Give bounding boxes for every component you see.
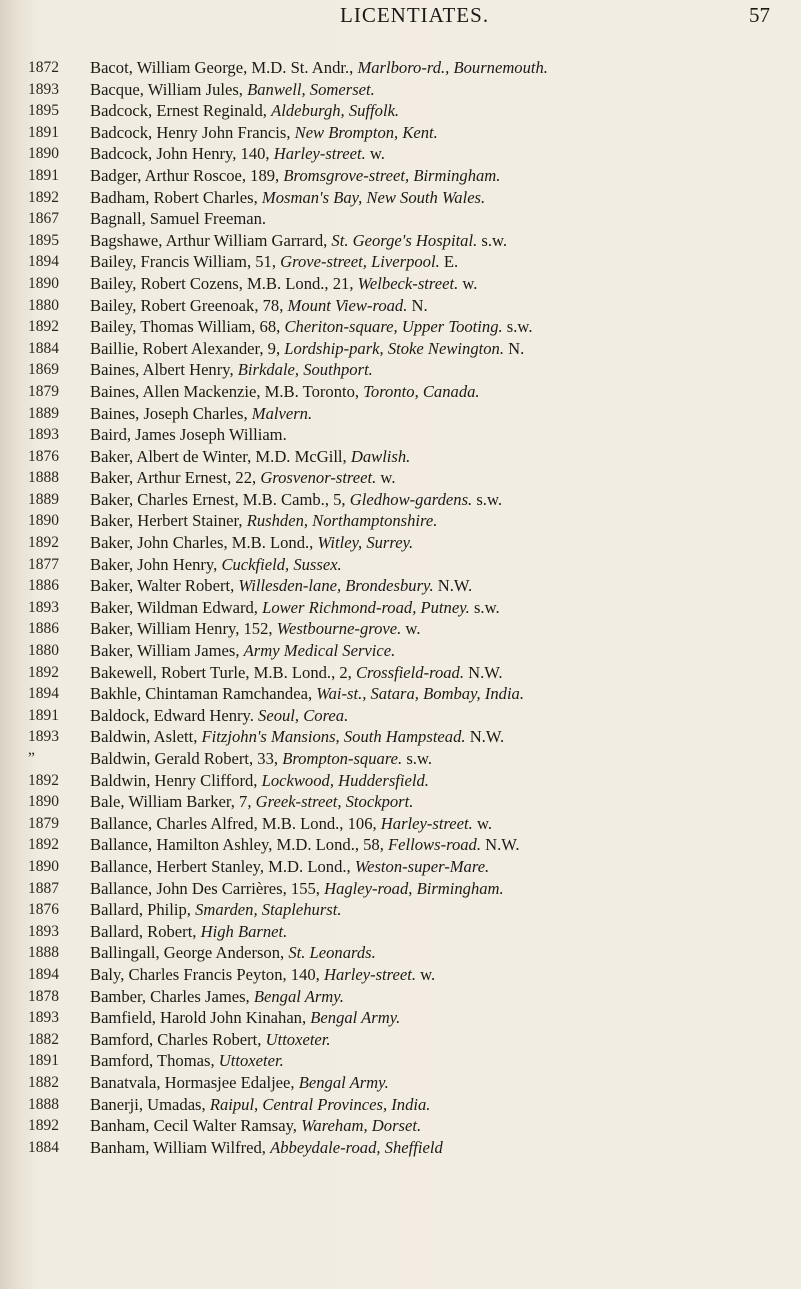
entry-year: 1895: [28, 231, 59, 249]
entry-name: Ballard, Philip,: [90, 900, 196, 920]
entry-year: 1892: [28, 663, 59, 681]
entry-line: [90, 986, 796, 1008]
entry-year: 1872: [28, 59, 59, 76]
entry-line: [90, 403, 796, 425]
entry-line: [90, 748, 796, 770]
entry-district: N.W.: [464, 662, 503, 682]
entry-address: Bromsgrove-street, Birmingham.: [283, 165, 501, 185]
entry-address: Fitzjohn's Mansions, South Hampstead.: [201, 727, 466, 747]
entry-address: Harley-street.: [323, 964, 416, 984]
entry-address: Lordship-park, Stoke Newington.: [284, 338, 504, 358]
entry-address: Smarden, Staplehurst.: [195, 900, 342, 920]
entry-name: Ballard, Robert,: [90, 921, 201, 941]
entry-year: 1886: [28, 620, 59, 638]
entry-year: 1893: [28, 426, 59, 444]
entry-line: [90, 834, 796, 856]
entry-address: Mount View-road.: [287, 295, 408, 315]
entry-name: Banham, Cecil Walter Ramsay,: [90, 1116, 302, 1136]
entry-line: [90, 467, 796, 489]
entry-address: Brompton-square.: [282, 749, 403, 768]
entry-year: 1892: [28, 188, 59, 206]
entry-line: [90, 856, 796, 878]
entry-address: Bengal Army.: [298, 1072, 389, 1092]
entry-district: w.: [376, 468, 396, 488]
entry-name: Baird, James Joseph William.: [90, 425, 287, 445]
entry-name: Baldwin, Aslett,: [90, 727, 202, 747]
entry-line: [90, 100, 796, 122]
entry-year: 1879: [28, 814, 59, 832]
entry-line: [90, 1137, 796, 1159]
entry-name: Baker, Charles Ernest, M.B. Camb., 5,: [90, 489, 350, 509]
entry-line: [90, 1115, 796, 1137]
entry-name: Baker, John Henry,: [90, 554, 222, 574]
entry-address: Grosvenor-street.: [260, 468, 377, 488]
entry-name: Bagnall, Samuel Freeman.: [90, 209, 267, 229]
entry-name: Baker, Albert de Winter, M.D. McGill,: [90, 446, 351, 466]
entry-line: [90, 489, 796, 511]
entry-year: 1879: [28, 382, 59, 400]
entry-address: Witley, Surrey.: [317, 533, 414, 553]
entry-address: Raipul, Central Provinces, India.: [209, 1094, 431, 1114]
entry-name: Bailey, Thomas William, 68,: [90, 317, 285, 337]
entry-line: [90, 878, 796, 900]
entry-address: Rushden, Northamptonshire.: [246, 511, 438, 531]
entry-line: [90, 532, 796, 554]
entry-line: [90, 273, 796, 295]
entry-address: Uttoxeter.: [265, 1029, 331, 1049]
entry-name: Badham, Robert Charles,: [90, 187, 262, 207]
entry-district: w.: [458, 273, 478, 293]
entry-name: Bamfield, Harold John Kinahan,: [90, 1008, 311, 1028]
entry-year: 1894: [28, 253, 59, 271]
entry-name: Baines, Joseph Charles,: [90, 403, 252, 423]
entry-line: [90, 705, 796, 727]
entry-line: [90, 510, 796, 532]
entry-line: [90, 446, 796, 468]
entry-year: 1892: [28, 534, 59, 552]
entry-address: Army Medical Service.: [243, 641, 396, 661]
entry-line: [90, 251, 796, 273]
entry-year: 1890: [28, 512, 59, 530]
entry-district: w.: [472, 813, 493, 833]
entry-year: 1891: [28, 706, 59, 724]
entry-name: Bailey, Robert Cozens, M.B. Lond., 21,: [90, 273, 358, 293]
entry-address: Willesden-lane, Brondesbury.: [238, 576, 434, 596]
entry-year: 1880: [28, 296, 59, 314]
entry-address: High Barnet.: [200, 921, 288, 941]
entry-line: [90, 770, 796, 792]
entry-district: N.W.: [480, 835, 520, 855]
entry-district: w.: [365, 144, 385, 164]
entry-district: s.w.: [502, 317, 533, 337]
entry-district: N.: [503, 338, 525, 358]
entry-name: Bakewell, Robert Turle, M.B. Lond., 2,: [90, 662, 356, 682]
entry-name: Bagshawe, Arthur William Garrard,: [90, 230, 332, 250]
entry-address: Wareham, Dorset.: [301, 1116, 422, 1136]
entry-year: 1895: [28, 102, 59, 120]
entry-line: [90, 230, 796, 252]
entry-line: [90, 338, 796, 360]
entry-line: [90, 143, 796, 165]
entry-year: 1886: [28, 577, 59, 595]
entry-name: Baker, Wildman Edward,: [90, 597, 263, 617]
entry-year: 1887: [28, 879, 59, 897]
entry-address: Aldeburgh, Suffolk.: [271, 101, 400, 121]
entry-address: Dawlish.: [350, 446, 411, 466]
entry-year: 1888: [28, 944, 59, 962]
entry-line: [90, 662, 796, 684]
entry-address: Uttoxeter.: [218, 1051, 284, 1071]
entry-line: [90, 1007, 796, 1029]
entry-address: Bengal Army.: [310, 1008, 401, 1028]
entry-address: Crossfield-road.: [355, 662, 464, 682]
entry-line: [90, 726, 796, 748]
entry-line: [90, 1029, 796, 1051]
entry-year: 1892: [28, 318, 59, 336]
entry-address: Grove-street, Liverpool.: [280, 252, 440, 272]
entry-line: [90, 122, 796, 144]
entry-line: [90, 899, 796, 921]
entry-year: 1882: [28, 1030, 59, 1048]
entry-district: N.W.: [465, 727, 505, 747]
entry-name: Baldwin, Henry Clifford,: [90, 770, 262, 790]
entry-address: Cuckfield, Sussex.: [221, 554, 342, 574]
entry-name: Baly, Charles Francis Peyton, 140,: [90, 964, 324, 984]
entry-year: 1893: [28, 922, 59, 940]
entry-name: Baker, William Henry, 152,: [90, 619, 277, 639]
entry-line: [90, 575, 796, 597]
entry-name: Baker, Herbert Stainer,: [90, 511, 247, 531]
entry-district: w.: [416, 964, 436, 984]
entry-year: 1884: [28, 1138, 59, 1156]
entry-name: Bacot, William George, M.D. St. Andr.,: [90, 58, 358, 77]
entry-district: s.w.: [402, 749, 432, 768]
entry-year: 1880: [28, 642, 59, 660]
entry-name: Badger, Arthur Roscoe, 189,: [90, 165, 284, 185]
entry-year: 1894: [28, 685, 59, 703]
entry-year: 1893: [28, 80, 59, 98]
entry-year: 1891: [28, 166, 59, 184]
entry-name: Banatvala, Hormasjee Edaljee,: [90, 1072, 299, 1092]
entry-year: 1893: [28, 728, 59, 746]
entry-address: St. George's Hospital.: [331, 230, 478, 250]
entry-year: 1890: [28, 145, 59, 163]
entry-name: Bailey, Francis William, 51,: [90, 252, 281, 272]
entry-district: w.: [401, 619, 421, 639]
entry-line: [90, 381, 796, 403]
entry-district: E.: [439, 252, 459, 272]
entry-line: [90, 165, 796, 187]
entry-line: [90, 683, 796, 705]
entry-line: [90, 921, 796, 943]
entry-year: 1890: [28, 274, 59, 292]
entry-year: 1893: [28, 1009, 59, 1027]
entry-address: Malvern.: [251, 403, 313, 423]
entry-line: [90, 791, 796, 813]
entry-address: Bengal Army.: [253, 986, 344, 1006]
entry-name: Baker, John Charles, M.B. Lond.,: [90, 533, 318, 553]
entry-name: Bale, William Barker, 7,: [90, 792, 256, 812]
entry-year: 1882: [28, 1073, 59, 1091]
entry-line: [90, 813, 796, 835]
entry-name: Ballance, Charles Alfred, M.B. Lond., 106,: [90, 813, 381, 833]
entry-address: Birkdale, Southport.: [237, 360, 373, 380]
entry-line: [90, 359, 796, 381]
entry-name: Banerji, Umadas,: [90, 1094, 210, 1114]
entry-name: Bakhle, Chintaman Ramchandea,: [90, 684, 317, 704]
entry-year: 1894: [28, 965, 59, 983]
entry-address: Banwell, Somerset.: [247, 79, 375, 99]
entry-address: Welbeck-street.: [357, 273, 459, 293]
entry-name: Baines, Albert Henry,: [90, 360, 238, 380]
entry-year: 1889: [28, 490, 59, 508]
entry-year: 1888: [28, 469, 59, 487]
entry-year: 1891: [28, 123, 59, 141]
entry-line: [90, 964, 796, 986]
entry-address: Marlboro-rd., Bournemouth.: [357, 58, 548, 77]
entry-name: Bailey, Robert Greenoak, 78,: [90, 295, 288, 315]
page-number: 57: [749, 3, 770, 27]
entry-year: 1892: [28, 771, 59, 789]
entry-name: Ballance, Herbert Stanley, M.D. Lond.,: [90, 856, 355, 876]
entry-address: Gledhow-gardens.: [349, 489, 473, 509]
entry-line: [90, 597, 796, 619]
entry-year: 1876: [28, 447, 59, 465]
entry-year: ”: [28, 750, 35, 767]
entry-name: Ballingall, George Anderson,: [90, 943, 289, 963]
entry-line: [90, 208, 796, 230]
entry-address: Fellows-road.: [388, 835, 481, 855]
entry-name: Baillie, Robert Alexander, 9,: [90, 338, 285, 358]
entry-name: Baldock, Edward Henry.: [90, 705, 259, 725]
entry-line: [90, 79, 796, 101]
entry-list: [90, 57, 796, 1158]
entry-address: Weston-super-Mare.: [354, 856, 490, 876]
entry-address: Seoul, Corea.: [258, 705, 349, 725]
entry-year: 1890: [28, 857, 59, 875]
entry-line: [90, 57, 796, 79]
entry-year: 1884: [28, 339, 59, 357]
entry-district: N.W.: [433, 576, 473, 596]
entry-name: Bamford, Charles Robert,: [90, 1029, 266, 1049]
entry-address: Hagley-road, Birmingham.: [324, 878, 504, 898]
entry-year: 1869: [28, 361, 59, 379]
entry-line: [90, 316, 796, 338]
entry-address: Wai-st., Satara, Bombay, India.: [316, 684, 524, 704]
entry-address: Westbourne-grove.: [276, 619, 402, 639]
entry-year: 1867: [28, 210, 59, 228]
entry-address: Lockwood, Huddersfield.: [261, 770, 429, 790]
entry-district: s.w.: [472, 489, 502, 509]
entry-name: Ballance, Hamilton Ashley, M.D. Lond., 58,: [90, 835, 389, 855]
entry-line: [90, 424, 796, 446]
entry-line: [90, 640, 796, 662]
year-column: [28, 57, 80, 1158]
entry-year: 1877: [28, 555, 59, 573]
entry-name: Ballance, John Des Carrières, 155,: [90, 878, 325, 898]
entry-address: Mosman's Bay, New South Wales.: [261, 187, 486, 207]
entry-year: 1891: [28, 1052, 59, 1070]
entry-district: s.w.: [477, 230, 508, 250]
entry-year: 1876: [28, 901, 59, 919]
entry-address: Harley-street.: [273, 144, 366, 164]
entry-line: [90, 187, 796, 209]
entry-name: Banham, William Wilfred,: [90, 1137, 271, 1157]
entry-year: 1878: [28, 987, 59, 1005]
entry-district: s.w.: [469, 597, 500, 617]
entry-name: Badcock, Henry John Francis,: [90, 122, 295, 142]
entry-name: Badcock, Ernest Reginald,: [90, 101, 272, 121]
entry-year: 1893: [28, 598, 59, 616]
entry-address: St. Leonards.: [288, 943, 376, 963]
entry-year: 1892: [28, 1117, 59, 1135]
running-title: LICENTIATES.: [340, 3, 490, 27]
entry-name: Baines, Allen Mackenzie, M.B. Toronto,: [90, 381, 364, 401]
entry-name: Baker, Arthur Ernest, 22,: [90, 468, 261, 488]
entry-line: [90, 295, 796, 317]
entry-address: Lower Richmond-road, Putney.: [262, 597, 470, 617]
entry-address: Harley-street.: [380, 813, 473, 833]
entry-name: Badcock, John Henry, 140,: [90, 144, 274, 164]
entry-name: Baker, Walter Robert,: [90, 576, 239, 596]
entry-name: Bamford, Thomas,: [90, 1051, 219, 1071]
entry-address: Toronto, Canada.: [363, 381, 480, 401]
entry-address: Abbeydale-road, Sheffield: [270, 1137, 443, 1157]
entry-line: [90, 554, 796, 576]
entry-address: Cheriton-square, Upper Tooting.: [284, 317, 503, 337]
entry-year: 1888: [28, 1095, 59, 1113]
entry-name: Bacque, William Jules,: [90, 79, 248, 99]
entry-name: Baldwin, Gerald Robert, 33,: [90, 749, 283, 768]
entry-line: [90, 942, 796, 964]
page-header: [0, 3, 801, 33]
entry-line: [90, 1072, 796, 1094]
entry-district: N.: [407, 295, 428, 315]
entry-year: 1889: [28, 404, 59, 422]
entry-year: 1892: [28, 836, 59, 854]
entry-year: 1890: [28, 793, 59, 811]
entry-address: New Brompton, Kent.: [294, 122, 438, 142]
entry-line: [90, 1094, 796, 1116]
entry-address: Greek-street, Stockport.: [255, 792, 414, 812]
entry-name: Baker, William James,: [90, 641, 244, 661]
entry-name: Bamber, Charles James,: [90, 986, 254, 1006]
entry-line: [90, 618, 796, 640]
entry-line: [90, 1050, 796, 1072]
